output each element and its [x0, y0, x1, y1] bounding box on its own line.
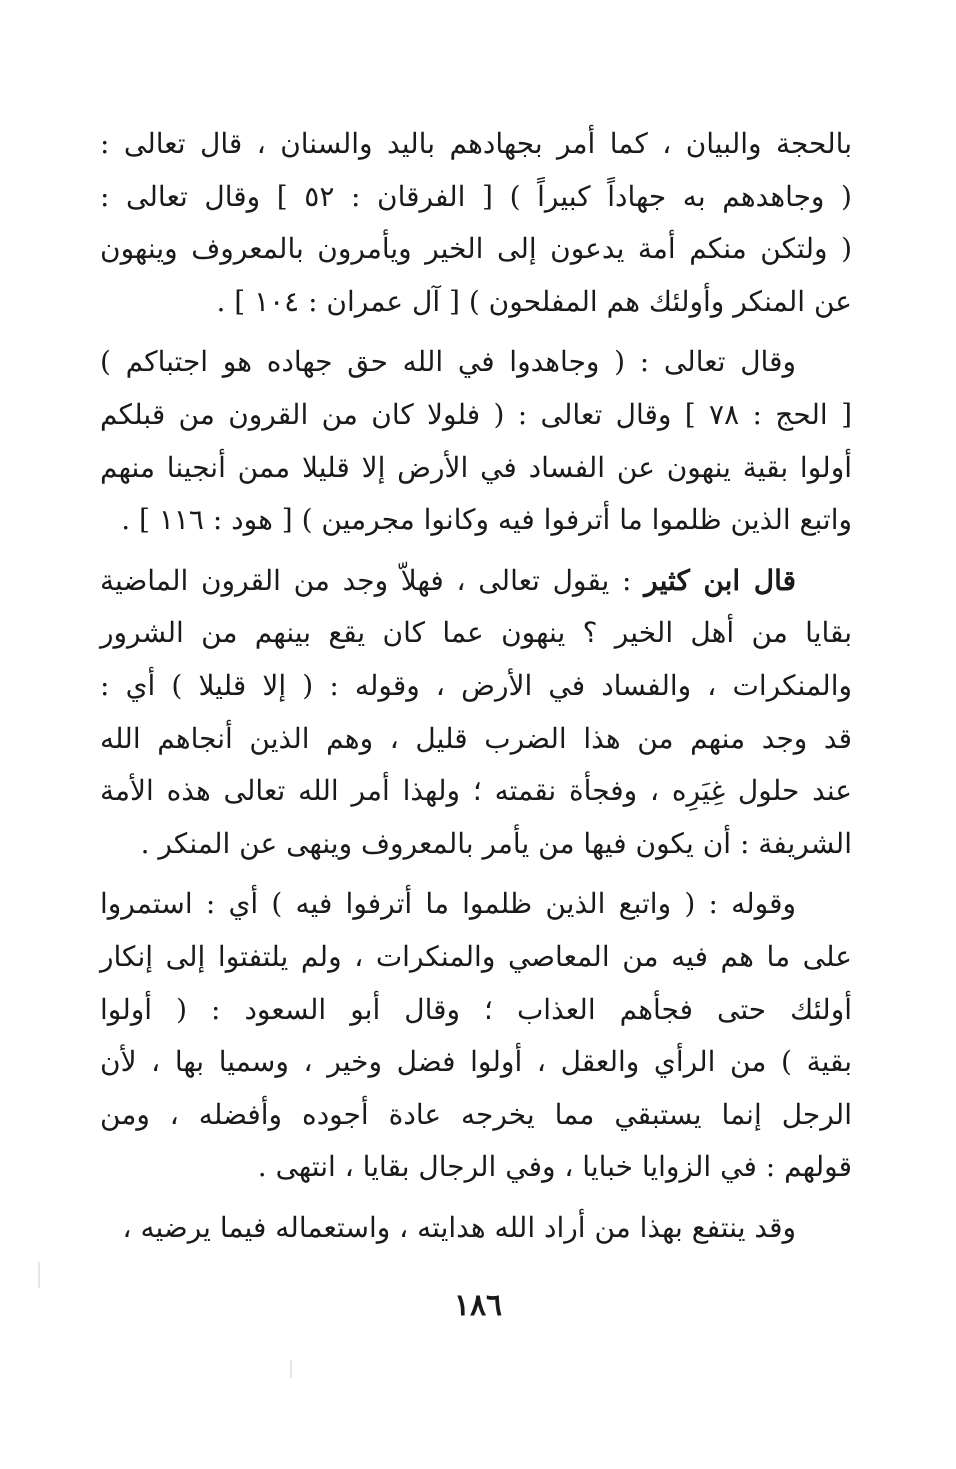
text-line: بقية ) من الرأي والعقل ، أولوا فضل وخير ، وسميا بها ، لأن	[100, 1045, 852, 1079]
text-line: أولئك حتى فجأهم العذاب ؛ وقال أبو السعود : ( أولوا	[100, 992, 852, 1026]
text-line: الرجل إنما يستبقي مما يخرجه عادة أجوده وأفضله ، ومن	[100, 1097, 852, 1131]
page-body	[100, 118, 852, 1262]
page-number: ١٨٦	[453, 1288, 503, 1323]
scan-mark	[290, 1360, 292, 1378]
text-line: والمنكرات ، والفساد في الأرض ، وقوله : ( إلا قليلا ) أي :	[100, 668, 853, 702]
text-line: واتبع الذين ظلموا ما أترفوا فيه وكانوا مجرمين ) [ هود : ١١٦ ] .	[121, 503, 852, 537]
text-line: ( وجاهدهم به جهاداً كبيراً ) [ الفرقان : ٥٢ ] وقال تعالى :	[100, 179, 852, 213]
text-line	[100, 555, 852, 608]
text-line: قولهم : في الزوايا خبايا ، وفي الرجال بقايا ، انتهى .	[257, 1150, 852, 1184]
text-line-rest: : يقول تعالى ، فهلاّ وجد من القرون الماضية	[100, 563, 645, 597]
paragraph-5	[100, 1202, 852, 1255]
text-line: أولوا بقية ينهون عن الفساد في الأرض إلا قليلا ممن أنجينا منهم	[100, 450, 852, 484]
text-line: الشريفة : أن يكون فيها من يأمر بالمعروف وينهى عن المنكر .	[140, 826, 852, 860]
text-line: وقال تعالى : ( وجاهدوا في الله حق جهاده هو اجتباكم )	[100, 345, 796, 379]
text-line: [ الحج : ٧٨ ] وقال تعالى : ( فلولا كان من القرون من قبلكم	[100, 397, 852, 431]
paragraph-3	[100, 555, 852, 871]
text-line: عند حلول غِيَرِه ، وفجأة نقمته ؛ ولهذا أمر الله تعالى هذه الأمة	[100, 774, 852, 808]
scan-mark	[38, 1262, 40, 1288]
text-line: بقايا من أهل الخير ؟ ينهون عما كان يقع بينهم من الشرور	[100, 616, 852, 650]
text-line: بالحجة والبيان ، كما أمر بجهادهم باليد والسنان ، قال تعالى :	[100, 127, 852, 160]
text-line: قد وجد منهم من هذا الضرب قليل ، وهم الذين أنجاهم الله	[100, 721, 852, 755]
text-line: على ما هم فيه من المعاصي والمنكرات ، ولم يلتفتوا إلى إنكار	[100, 939, 852, 973]
paragraph-1	[100, 118, 852, 328]
text-line: وقد ينتفع بهذا من أراد الله هدايته ، واستعماله فيما يرضيه ،	[122, 1210, 796, 1244]
paragraph-2	[100, 336, 852, 546]
text-line: ( ولتكن منكم أمة يدعون إلى الخير ويأمرون بالمعروف وينهون	[100, 232, 852, 266]
paragraph-4	[100, 878, 852, 1194]
text-line: عن المنكر وأولئك هم المفلحون ) [ آل عمران : ١٠٤ ] .	[216, 284, 852, 318]
text-line: وقوله : ( واتبع الذين ظلموا ما أترفوا فيه ) أي : استمروا	[100, 887, 796, 921]
quoted-author: قال ابن كثير	[644, 563, 796, 597]
